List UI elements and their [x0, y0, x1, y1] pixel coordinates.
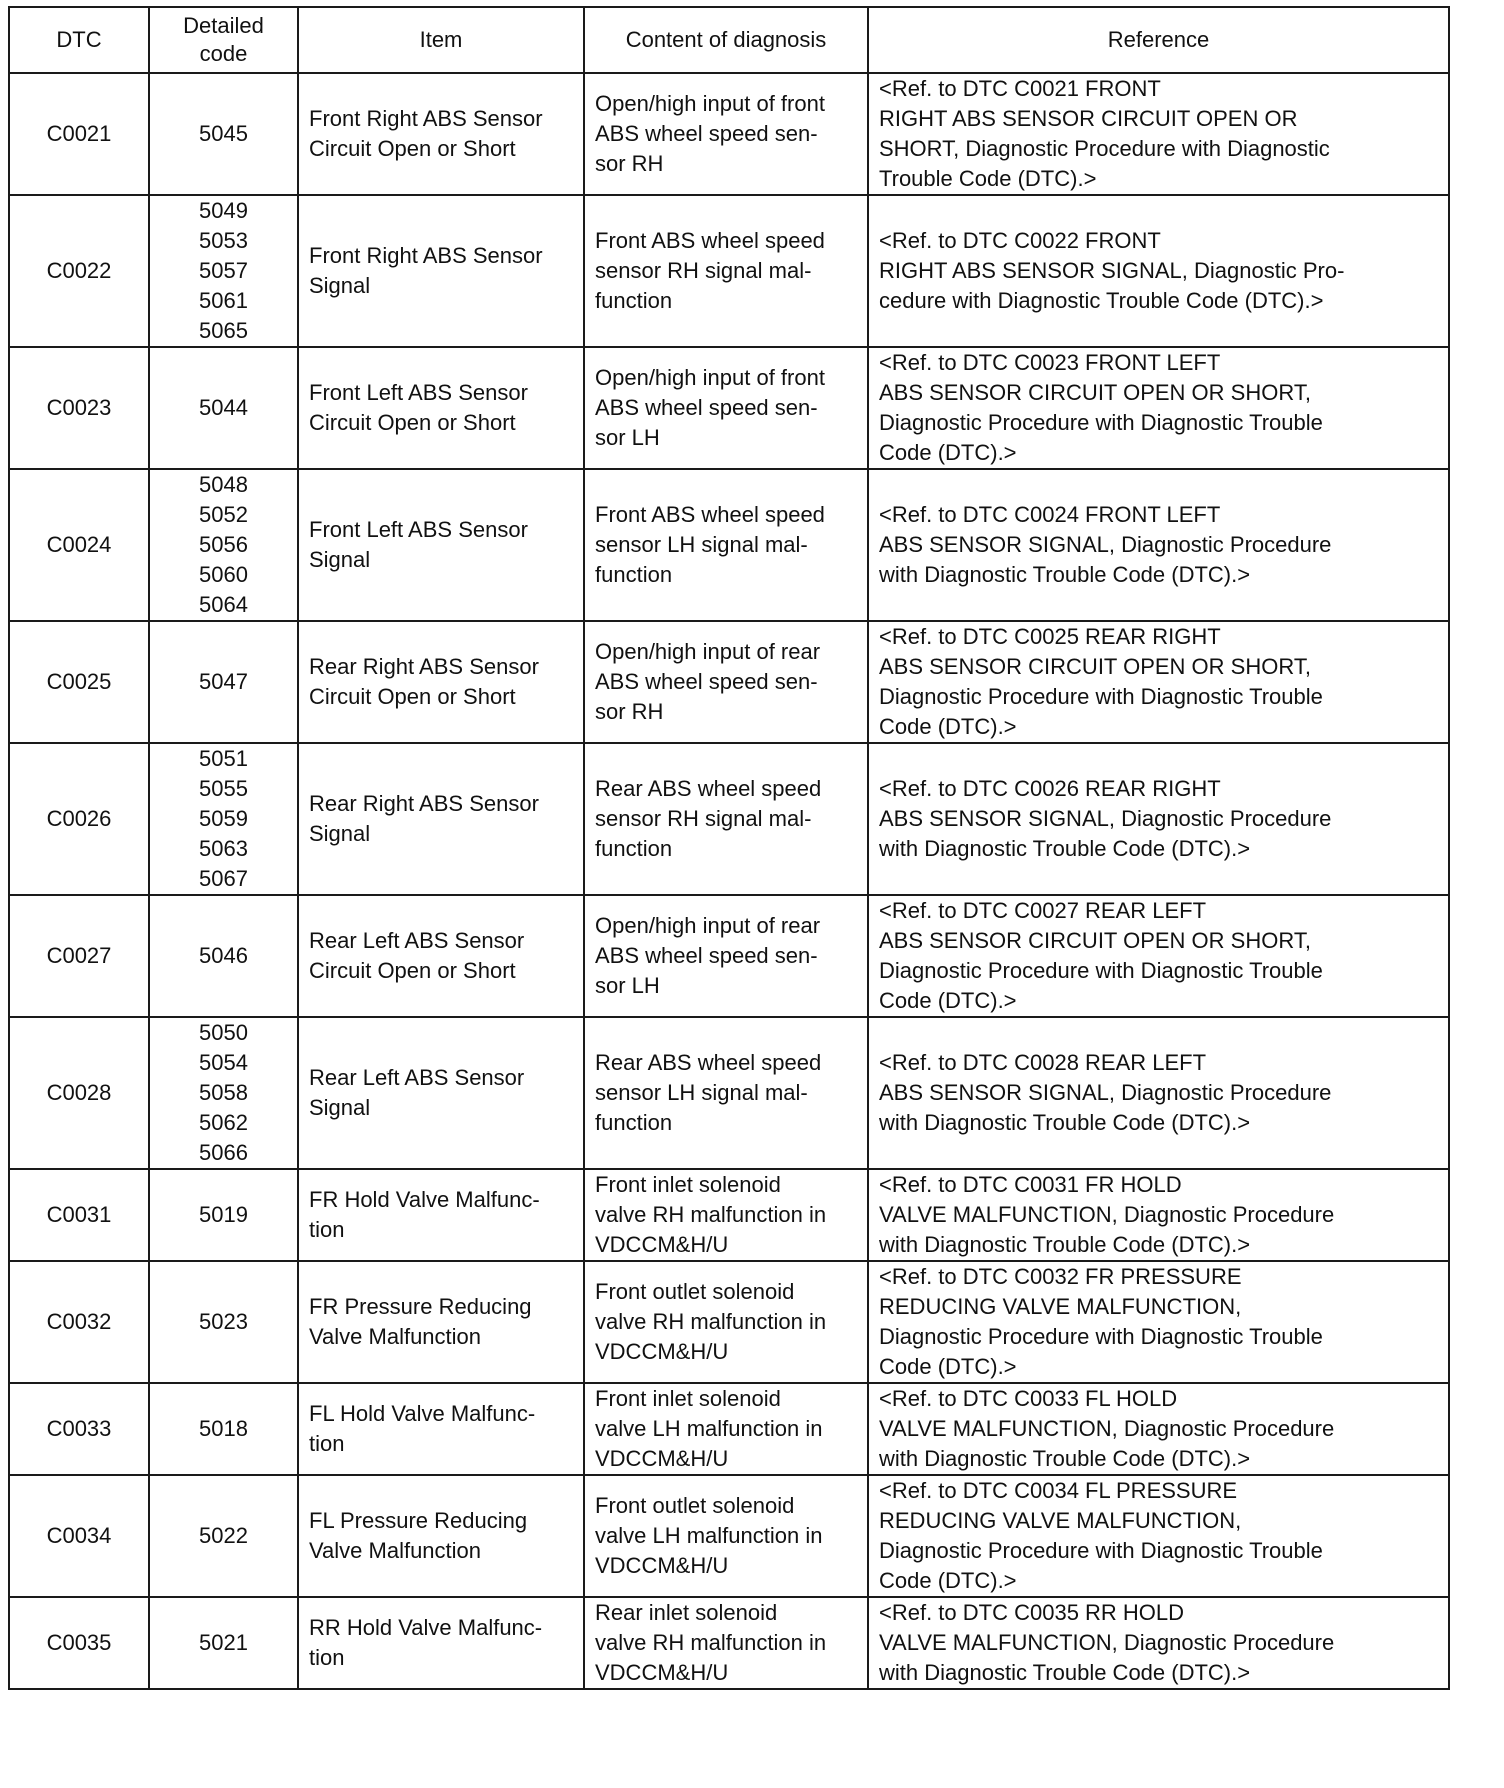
reference-cell: [868, 1017, 1449, 1169]
dtc-table: [8, 6, 1450, 1690]
reference-cell-line: Code (DTC).>: [879, 988, 1017, 1013]
reference-cell-line: with Diagnostic Trouble Code (DTC).>: [879, 562, 1251, 587]
content-cell: [584, 743, 868, 895]
detailed-code-cell-line: 5046: [199, 943, 248, 968]
item-cell: [298, 743, 584, 895]
content-cell: [584, 1169, 868, 1261]
content-cell-line: Front outlet solenoid: [595, 1279, 795, 1304]
item-cell-line: Rear Left ABS Sensor: [309, 1065, 525, 1090]
reference-cell-line: RIGHT ABS SENSOR SIGNAL, Diagnostic Pro-: [879, 258, 1345, 283]
content-cell: [584, 347, 868, 469]
header-text: Item: [419, 27, 463, 52]
content-cell-line: valve RH malfunction in: [595, 1309, 827, 1334]
content-cell-line: VDCCM&H/U: [595, 1232, 729, 1257]
detailed-code-cell: [149, 743, 298, 895]
header-row: [9, 7, 1449, 73]
detailed-code-cell-line: 5058: [199, 1080, 248, 1105]
item-cell-line: tion: [309, 1217, 345, 1242]
reference-cell-line: <Ref. to DTC C0031 FR HOLD: [879, 1172, 1182, 1197]
header-content-of-diagnosis: [584, 7, 868, 73]
detailed-code-cell-line: 5023: [199, 1309, 248, 1334]
content-cell-line: function: [595, 836, 673, 861]
reference-cell: [868, 1475, 1449, 1597]
dtc-cell: C0035: [9, 1597, 149, 1689]
item-cell: [298, 1017, 584, 1169]
header-reference: [868, 7, 1449, 73]
content-cell: [584, 1261, 868, 1383]
item-cell-line: Signal: [309, 1095, 371, 1120]
item-cell: [298, 1169, 584, 1261]
content-cell-line: Rear inlet solenoid: [595, 1600, 778, 1625]
reference-cell-line: VALVE MALFUNCTION, Diagnostic Procedure: [879, 1630, 1335, 1655]
detailed-code-cell-line: 5054: [199, 1050, 248, 1075]
reference-cell-line: <Ref. to DTC C0035 RR HOLD: [879, 1600, 1185, 1625]
reference-cell-line: ABS SENSOR SIGNAL, Diagnostic Procedure: [879, 532, 1332, 557]
detailed-code-cell: [149, 469, 298, 621]
table-row: [9, 469, 1449, 621]
dtc-cell: C0024: [9, 469, 149, 621]
item-cell: [298, 1261, 584, 1383]
item-cell-line: FL Hold Valve Malfunc-: [309, 1401, 536, 1426]
item-cell: [298, 469, 584, 621]
content-cell-line: VDCCM&H/U: [595, 1660, 729, 1685]
item-cell-line: Circuit Open or Short: [309, 958, 516, 983]
detailed-code-cell-line: 5049: [199, 198, 248, 223]
reference-cell-line: <Ref. to DTC C0032 FR PRESSURE: [879, 1264, 1242, 1289]
header-text: code: [199, 41, 248, 66]
reference-cell: [868, 73, 1449, 195]
detailed-code-cell-line: 5060: [199, 562, 248, 587]
content-cell-line: sor LH: [595, 425, 660, 450]
content-cell-line: Open/high input of rear: [595, 639, 821, 664]
reference-cell-line: with Diagnostic Trouble Code (DTC).>: [879, 1232, 1251, 1257]
reference-cell-line: <Ref. to DTC C0021 FRONT: [879, 76, 1161, 101]
detailed-code-cell: [149, 195, 298, 347]
reference-cell-line: ABS SENSOR SIGNAL, Diagnostic Procedure: [879, 806, 1332, 831]
item-cell-line: tion: [309, 1431, 345, 1456]
item-cell-line: Front Right ABS Sensor: [309, 106, 543, 131]
item-cell-line: Rear Right ABS Sensor: [309, 654, 539, 679]
item-cell-line: FR Hold Valve Malfunc-: [309, 1187, 540, 1212]
content-cell-line: sensor RH signal mal-: [595, 258, 812, 283]
content-cell-line: Open/high input of front: [595, 365, 825, 390]
content-cell-line: Front ABS wheel speed: [595, 502, 825, 527]
content-cell-line: valve LH malfunction in: [595, 1416, 823, 1441]
detailed-code-cell: [149, 1597, 298, 1689]
content-cell-line: valve RH malfunction in: [595, 1630, 827, 1655]
detailed-code-cell-line: 5061: [199, 288, 248, 313]
table-row: [9, 621, 1449, 743]
item-cell-line: Front Left ABS Sensor: [309, 517, 528, 542]
content-cell-line: Rear ABS wheel speed: [595, 1050, 822, 1075]
reference-cell: [868, 469, 1449, 621]
reference-cell: [868, 1169, 1449, 1261]
reference-cell-line: Diagnostic Procedure with Diagnostic Trouble: [879, 958, 1323, 983]
detailed-code-cell-line: 5044: [199, 395, 248, 420]
reference-cell-line: REDUCING VALVE MALFUNCTION,: [879, 1294, 1242, 1319]
detailed-code-cell-line: 5051: [199, 746, 248, 771]
content-cell-line: sensor LH signal mal-: [595, 1080, 808, 1105]
detailed-code-cell: [149, 1383, 298, 1475]
detailed-code-cell: [149, 895, 298, 1017]
content-cell-line: sor RH: [595, 699, 664, 724]
content-cell: [584, 469, 868, 621]
item-cell: [298, 195, 584, 347]
content-cell: [584, 195, 868, 347]
table-body: [9, 73, 1449, 1689]
content-cell-line: ABS wheel speed sen-: [595, 669, 818, 694]
detailed-code-cell-line: 5019: [199, 1202, 248, 1227]
dtc-cell: C0021: [9, 73, 149, 195]
item-cell-line: Circuit Open or Short: [309, 136, 516, 161]
reference-cell-line: ABS SENSOR CIRCUIT OPEN OR SHORT,: [879, 380, 1311, 405]
reference-cell-line: <Ref. to DTC C0022 FRONT: [879, 228, 1161, 253]
reference-cell-line: Diagnostic Procedure with Diagnostic Trouble: [879, 684, 1323, 709]
item-cell-line: FR Pressure Reducing: [309, 1294, 532, 1319]
reference-cell-line: <Ref. to DTC C0034 FL PRESSURE: [879, 1478, 1238, 1503]
detailed-code-cell-line: 5021: [199, 1630, 248, 1655]
header-text: Reference: [1107, 27, 1210, 52]
item-cell-line: Front Right ABS Sensor: [309, 243, 543, 268]
detailed-code-cell-line: 5057: [199, 258, 248, 283]
reference-cell-line: Code (DTC).>: [879, 1568, 1017, 1593]
reference-cell-line: <Ref. to DTC C0026 REAR RIGHT: [879, 776, 1221, 801]
reference-cell-line: <Ref. to DTC C0025 REAR RIGHT: [879, 624, 1221, 649]
detailed-code-cell-line: 5066: [199, 1140, 248, 1165]
item-cell: [298, 1383, 584, 1475]
item-cell-line: Signal: [309, 547, 371, 572]
content-cell-line: valve LH malfunction in: [595, 1523, 823, 1548]
item-cell-line: RR Hold Valve Malfunc-: [309, 1615, 543, 1640]
content-cell-line: sensor RH signal mal-: [595, 806, 812, 831]
reference-cell-line: with Diagnostic Trouble Code (DTC).>: [879, 836, 1251, 861]
content-cell-line: VDCCM&H/U: [595, 1553, 729, 1578]
table-row: [9, 195, 1449, 347]
content-cell: [584, 1597, 868, 1689]
item-cell-line: Circuit Open or Short: [309, 684, 516, 709]
header-item: [298, 7, 584, 73]
item-cell-line: Valve Malfunction: [309, 1538, 482, 1563]
reference-cell-line: ABS SENSOR CIRCUIT OPEN OR SHORT,: [879, 654, 1311, 679]
table-row: [9, 1475, 1449, 1597]
reference-cell-line: VALVE MALFUNCTION, Diagnostic Procedure: [879, 1416, 1335, 1441]
content-cell-line: Front ABS wheel speed: [595, 228, 825, 253]
dtc-cell: C0027: [9, 895, 149, 1017]
detailed-code-cell-line: 5022: [199, 1523, 248, 1548]
table-row: [9, 1169, 1449, 1261]
reference-cell-line: Trouble Code (DTC).>: [879, 166, 1097, 191]
dtc-cell: C0026: [9, 743, 149, 895]
table-row: [9, 743, 1449, 895]
reference-cell-line: RIGHT ABS SENSOR CIRCUIT OPEN OR: [879, 106, 1298, 131]
detailed-code-cell-line: 5047: [199, 669, 248, 694]
reference-cell-line: <Ref. to DTC C0028 REAR LEFT: [879, 1050, 1207, 1075]
reference-cell: [868, 347, 1449, 469]
detailed-code-cell-line: 5062: [199, 1110, 248, 1135]
detailed-code-cell-line: 5067: [199, 866, 248, 891]
content-cell-line: sensor LH signal mal-: [595, 532, 808, 557]
detailed-code-cell-line: 5052: [199, 502, 248, 527]
detailed-code-cell-line: 5059: [199, 806, 248, 831]
dtc-cell: C0033: [9, 1383, 149, 1475]
detailed-code-cell-line: 5064: [199, 592, 248, 617]
reference-cell-line: <Ref. to DTC C0023 FRONT LEFT: [879, 350, 1221, 375]
detailed-code-cell-line: 5063: [199, 836, 248, 861]
item-cell-line: tion: [309, 1645, 345, 1670]
content-cell: [584, 73, 868, 195]
content-cell-line: Open/high input of rear: [595, 913, 821, 938]
table-row: [9, 347, 1449, 469]
item-cell-line: FL Pressure Reducing: [309, 1508, 528, 1533]
item-cell: [298, 1475, 584, 1597]
content-cell: [584, 895, 868, 1017]
dtc-cell: C0022: [9, 195, 149, 347]
content-cell-line: Front outlet solenoid: [595, 1493, 795, 1518]
dtc-cell: C0023: [9, 347, 149, 469]
reference-cell-line: Code (DTC).>: [879, 440, 1017, 465]
header-detailed-code: [149, 7, 298, 73]
content-cell: [584, 1383, 868, 1475]
content-cell-line: function: [595, 288, 673, 313]
table-row: [9, 1597, 1449, 1689]
item-cell-line: Front Left ABS Sensor: [309, 380, 528, 405]
reference-cell-line: Code (DTC).>: [879, 714, 1017, 739]
reference-cell: [868, 743, 1449, 895]
detailed-code-cell-line: 5065: [199, 318, 248, 343]
reference-cell: [868, 1597, 1449, 1689]
table-row: [9, 895, 1449, 1017]
item-cell: [298, 347, 584, 469]
item-cell-line: Rear Right ABS Sensor: [309, 791, 539, 816]
header-text: Detailed: [183, 13, 264, 38]
detailed-code-cell: [149, 1475, 298, 1597]
content-cell-line: sor RH: [595, 151, 664, 176]
content-cell-line: function: [595, 562, 673, 587]
table-row: [9, 73, 1449, 195]
detailed-code-cell: [149, 347, 298, 469]
table-row: [9, 1261, 1449, 1383]
detailed-code-cell: [149, 1017, 298, 1169]
content-cell-line: VDCCM&H/U: [595, 1446, 729, 1471]
header-text: DTC: [56, 27, 102, 52]
reference-cell-line: Diagnostic Procedure with Diagnostic Trouble: [879, 410, 1323, 435]
detailed-code-cell-line: 5018: [199, 1416, 248, 1441]
detailed-code-cell-line: 5045: [199, 121, 248, 146]
content-cell: [584, 621, 868, 743]
content-cell-line: ABS wheel speed sen-: [595, 121, 818, 146]
detailed-code-cell-line: 5053: [199, 228, 248, 253]
reference-cell-line: <Ref. to DTC C0024 FRONT LEFT: [879, 502, 1221, 527]
content-cell-line: VDCCM&H/U: [595, 1339, 729, 1364]
item-cell: [298, 621, 584, 743]
table-row: [9, 1017, 1449, 1169]
detailed-code-cell-line: 5056: [199, 532, 248, 557]
reference-cell-line: ABS SENSOR SIGNAL, Diagnostic Procedure: [879, 1080, 1332, 1105]
content-cell-line: ABS wheel speed sen-: [595, 395, 818, 420]
content-cell: [584, 1017, 868, 1169]
detailed-code-cell: [149, 1169, 298, 1261]
content-cell-line: Open/high input of front: [595, 91, 825, 116]
reference-cell-line: VALVE MALFUNCTION, Diagnostic Procedure: [879, 1202, 1335, 1227]
detailed-code-cell: [149, 1261, 298, 1383]
dtc-cell: C0025: [9, 621, 149, 743]
item-cell-line: Signal: [309, 273, 371, 298]
reference-cell-line: REDUCING VALVE MALFUNCTION,: [879, 1508, 1242, 1533]
reference-cell: [868, 621, 1449, 743]
reference-cell-line: ABS SENSOR CIRCUIT OPEN OR SHORT,: [879, 928, 1311, 953]
reference-cell-line: Diagnostic Procedure with Diagnostic Trouble: [879, 1538, 1323, 1563]
reference-cell-line: cedure with Diagnostic Trouble Code (DTC).>: [879, 288, 1324, 313]
detailed-code-cell: [149, 621, 298, 743]
content-cell-line: Rear ABS wheel speed: [595, 776, 822, 801]
item-cell-line: Rear Left ABS Sensor: [309, 928, 525, 953]
item-cell: [298, 73, 584, 195]
reference-cell: [868, 895, 1449, 1017]
item-cell-line: Circuit Open or Short: [309, 410, 516, 435]
table-row: [9, 1383, 1449, 1475]
dtc-cell: C0032: [9, 1261, 149, 1383]
item-cell-line: Valve Malfunction: [309, 1324, 482, 1349]
dtc-cell: C0031: [9, 1169, 149, 1261]
reference-cell: [868, 1261, 1449, 1383]
reference-cell-line: with Diagnostic Trouble Code (DTC).>: [879, 1110, 1251, 1135]
detailed-code-cell: [149, 73, 298, 195]
dtc-cell: C0034: [9, 1475, 149, 1597]
content-cell-line: function: [595, 1110, 673, 1135]
detailed-code-cell-line: 5055: [199, 776, 248, 801]
reference-cell-line: with Diagnostic Trouble Code (DTC).>: [879, 1660, 1251, 1685]
reference-cell-line: <Ref. to DTC C0033 FL HOLD: [879, 1386, 1178, 1411]
reference-cell-line: <Ref. to DTC C0027 REAR LEFT: [879, 898, 1207, 923]
item-cell-line: Signal: [309, 821, 371, 846]
header-text: Content of diagnosis: [625, 27, 827, 52]
content-cell-line: valve RH malfunction in: [595, 1202, 827, 1227]
reference-cell-line: with Diagnostic Trouble Code (DTC).>: [879, 1446, 1251, 1471]
content-cell-line: ABS wheel speed sen-: [595, 943, 818, 968]
content-cell-line: Front inlet solenoid: [595, 1172, 781, 1197]
item-cell: [298, 895, 584, 1017]
content-cell-line: Front inlet solenoid: [595, 1386, 781, 1411]
detailed-code-cell-line: 5048: [199, 472, 248, 497]
reference-cell: [868, 1383, 1449, 1475]
reference-cell: [868, 195, 1449, 347]
content-cell-line: sor LH: [595, 973, 660, 998]
reference-cell-line: Code (DTC).>: [879, 1354, 1017, 1379]
content-cell: [584, 1475, 868, 1597]
reference-cell-line: Diagnostic Procedure with Diagnostic Trouble: [879, 1324, 1323, 1349]
dtc-cell: C0028: [9, 1017, 149, 1169]
header-dtc: [9, 7, 149, 73]
reference-cell-line: SHORT, Diagnostic Procedure with Diagnostic: [879, 136, 1330, 161]
detailed-code-cell-line: 5050: [199, 1020, 248, 1045]
item-cell: [298, 1597, 584, 1689]
